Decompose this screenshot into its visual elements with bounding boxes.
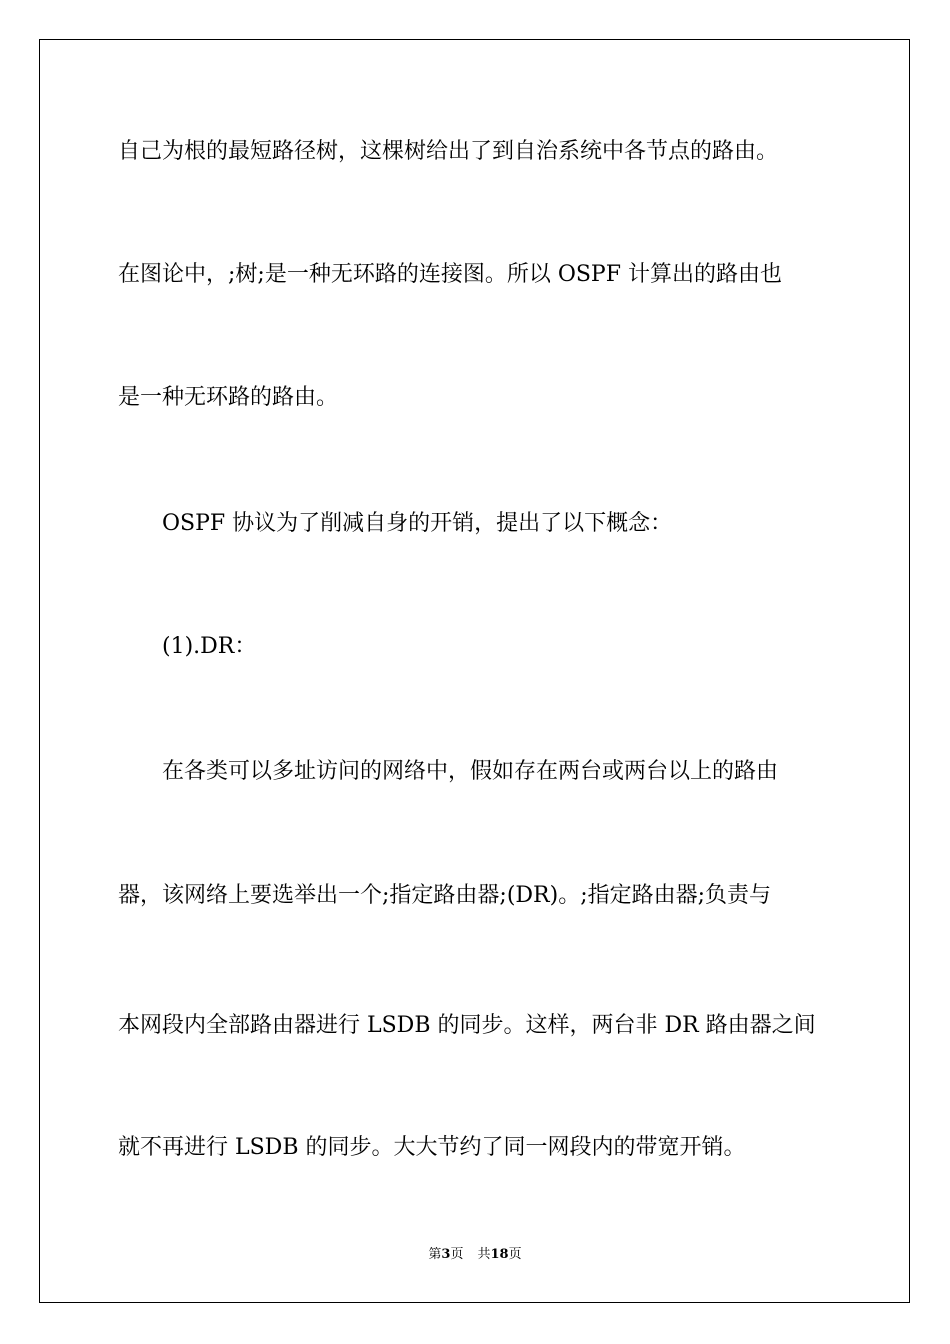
paragraph-line: 本网段内全部路由器进行 LSDB 的同步。这样，两台非 DR 路由器之间 [118,1013,816,1038]
page-footer [0,1246,950,1264]
paragraph-line: 在各类可以多址访问的网络中，假如存在两台或两台以上的路由 [162,759,779,784]
footer-page-suffix: 页 [450,1247,464,1262]
paragraph-line: 在图论中，;树;是一种无环路的连接图。所以 OSPF 计算出的路由也 [118,262,782,287]
paragraph-line: 自己为根的最短路径树，这棵树给出了到自治系统中各节点的路由。 [118,139,779,164]
footer-page-current: 3 [441,1247,451,1262]
section-heading: (1).DR： [162,634,257,659]
page-border [39,39,910,1303]
footer-page-total: 18 [490,1247,509,1262]
paragraph-line: 器，该网络上要选举出一个;指定路由器;(DR)。;指定路由器;负责与 [118,883,772,908]
footer-total-prefix: 共 [477,1247,491,1262]
footer-page-prefix: 第 [428,1247,442,1262]
paragraph-line: 是一种无环路的路由。 [118,385,339,410]
paragraph-line: 就不再进行 LSDB 的同步。大大节约了同一网段内的带宽开销。 [118,1135,746,1160]
footer-total-suffix: 页 [508,1247,522,1262]
paragraph-line: OSPF 协议为了削减自身的开销，提出了以下概念： [162,511,673,536]
